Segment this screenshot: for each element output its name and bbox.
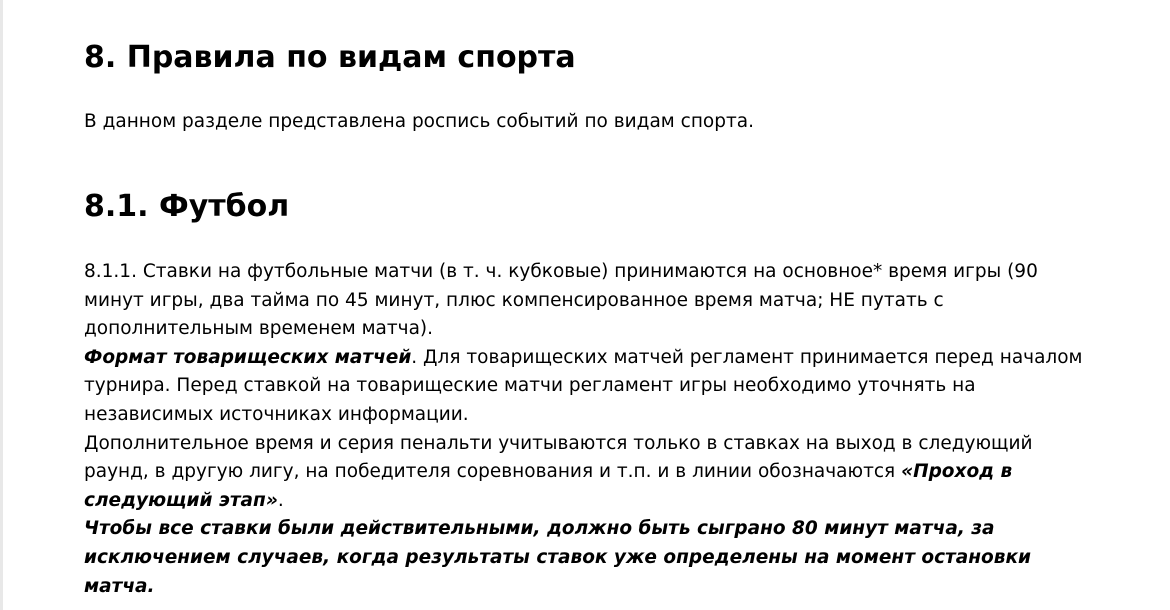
friendly-matches-paragraph bbox=[84, 344, 1084, 430]
page-left-border bbox=[0, 0, 3, 610]
extra-time-text: Дополнительное время и серия пенальти учитываются только в ставках на выход в следующий раунд, в другую лигу, на победителя соревнования и т.п. и в линии обозначаются bbox=[84, 432, 1033, 483]
rules-body bbox=[84, 258, 1084, 601]
friendly-matches-text: . Для товарищеских матчей регламент принимается перед началом турнира. Перед ставкой на товарищеские матчи регламент игры необходимо уточнять на независимых источниках информации. bbox=[84, 346, 1083, 425]
section-intro: В данном разделе представлена роспись событий по видам спорта. bbox=[84, 111, 754, 132]
next-stage-label: «Проход в следующий этап» bbox=[84, 461, 1013, 511]
rule-8-1-1: 8.1.1. Ставки на футбольные матчи (в т. ч. кубковые) принимаются на основное* время игры (90 минут игры, два тайма по 45 минут, плюс компенсированное время матча; НЕ путать с дополнительным временем матча). bbox=[84, 261, 1038, 340]
extra-time-paragraph bbox=[84, 430, 1084, 516]
valid-bets-paragraph: Чтобы все ставки были действительными, должно быть сыграно 80 минут матча, за исключением случаев, когда результаты ставок уже определены на момент остановки матча. bbox=[84, 518, 1031, 597]
subsection-heading: 8.1. Футбол bbox=[84, 189, 290, 224]
friendly-matches-heading: Формат товарищеских матчей bbox=[84, 346, 412, 368]
section-heading: 8. Правила по видам спорта bbox=[84, 40, 576, 75]
extra-time-end: . bbox=[277, 489, 284, 511]
